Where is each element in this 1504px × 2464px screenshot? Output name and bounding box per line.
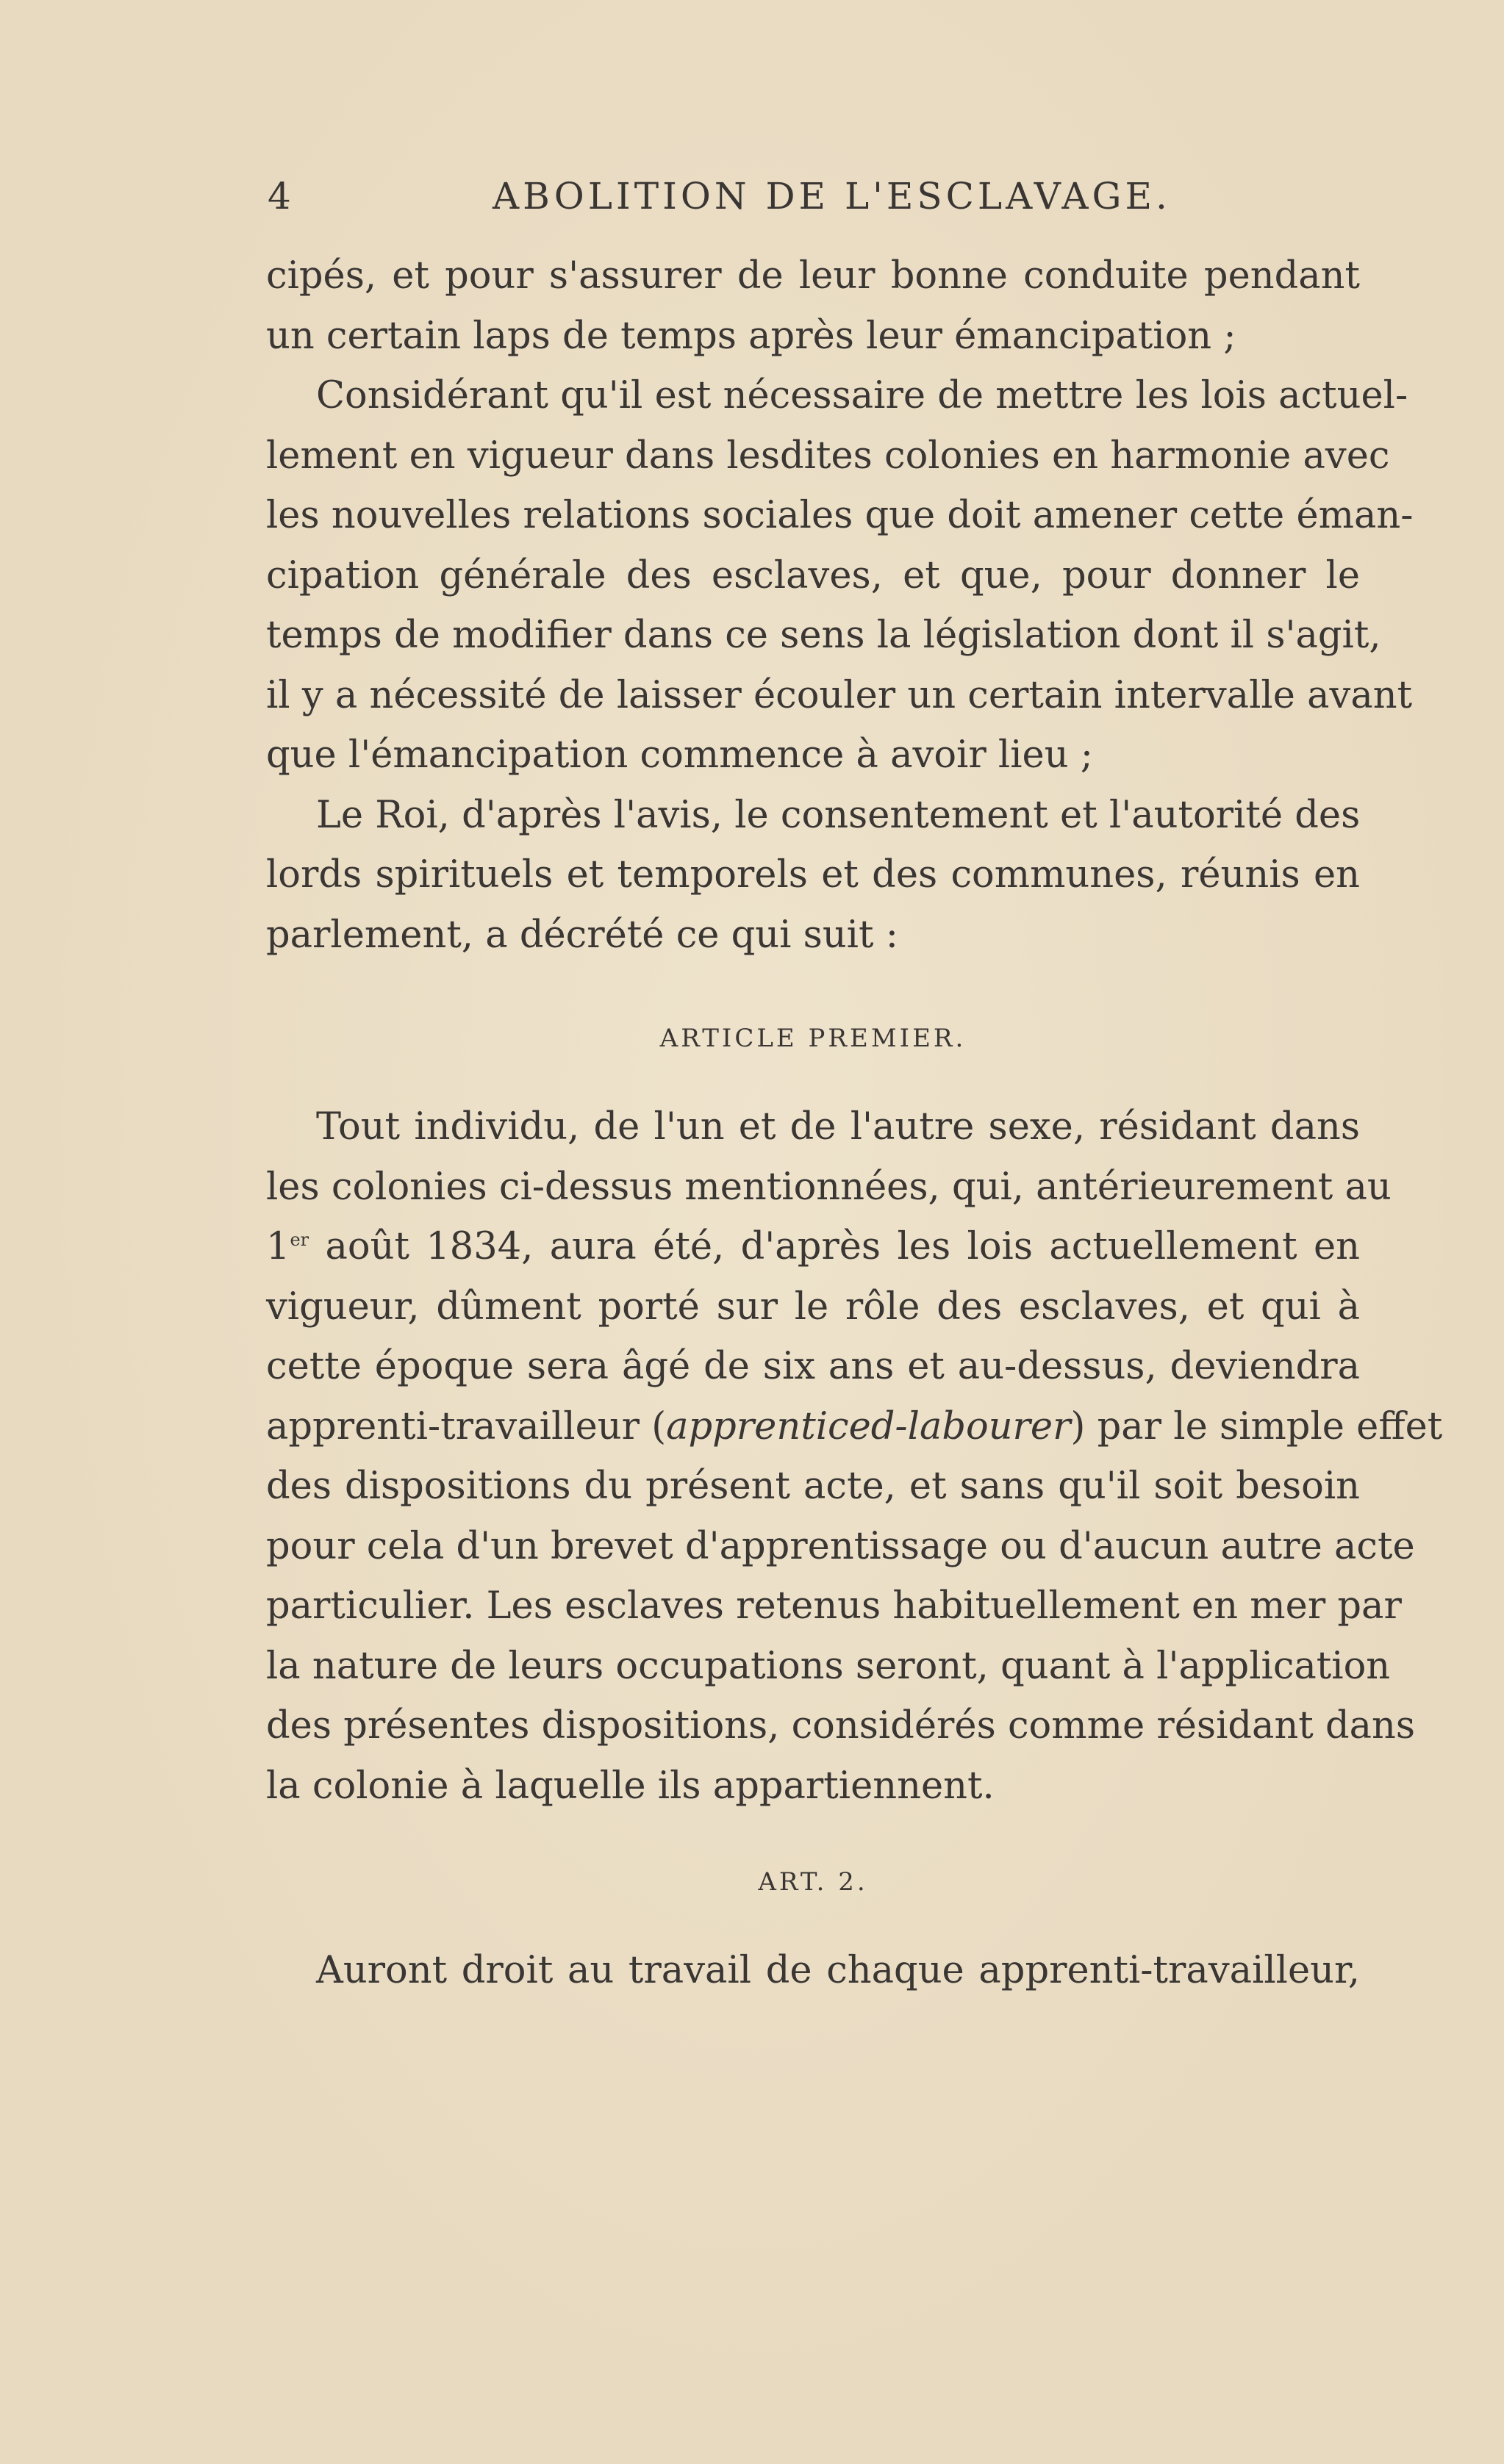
text-line [266, 1397, 1443, 1457]
text-line [266, 1217, 1360, 1277]
text-line-rest: août 1834, aura été, d'après les lois actuellement en [309, 1225, 1360, 1268]
text-line: Tout individu, de l'un et de l'autre sexe, résidant dans [316, 1105, 1360, 1149]
text-line: les nouvelles relations sociales que doit amener cette éman- [266, 494, 1414, 537]
article-heading: ARTICLE PREMIER. [659, 1024, 967, 1053]
text-line: les colonies ci-dessus mentionnées, qui, antérieurement au [266, 1165, 1392, 1209]
text-line: vigueur, dûment porté sur le rôle des esclaves, et qui à [266, 1285, 1360, 1329]
text-line: pour cela d'un brevet d'apprentissage ou d'aucun autre acte [266, 1524, 1415, 1568]
english-term: apprenticed-labourer [666, 1404, 1071, 1448]
text-line: cipation générale des esclaves, et que, pour donner le [266, 553, 1360, 597]
ordinal-number: 1 [266, 1225, 290, 1268]
text-line: des présentes dispositions, considérés comme résidant dans [266, 1704, 1416, 1748]
text-line: temps de modifier dans ce sens la législation dont il s'agit, [266, 614, 1381, 657]
article-heading: ART. 2. [758, 1867, 868, 1897]
running-title: ABOLITION DE L'ESCLAVAGE. [493, 175, 1171, 218]
text-line: des dispositions du présent acte, et sans qu'il soit besoin [266, 1465, 1360, 1508]
text-line: lement en vigueur dans lesdites colonies en harmonie avec [266, 434, 1390, 478]
text-line: la colonie à laquelle ils appartiennent. [266, 1764, 995, 1808]
text-line: parlement, a décrété ce qui suit : [266, 913, 898, 957]
page-number: 4 [268, 175, 293, 218]
text-line: Le Roi, d'après l'avis, le consentement et l'autorité des [316, 793, 1361, 837]
text-line: cette époque sera âgé de six ans et au-dessus, deviendra [266, 1345, 1360, 1388]
text-line: il y a nécessité de laisser écouler un certain intervalle avant [266, 673, 1413, 717]
ordinal-suffix: er [290, 1229, 309, 1250]
text-line: Auront droit au travail de chaque apprenti-travailleur, [316, 1949, 1360, 1992]
text-line: cipés, et pour s'assurer de leur bonne conduite pendant [266, 254, 1360, 298]
body-text [266, 246, 1443, 2001]
text-line: un certain laps de temps après leur émancipation ; [266, 314, 1236, 358]
text-fragment: ) par le simple effet [1070, 1404, 1443, 1448]
text-line: lords spirituels et temporels et des communes, réunis en [266, 853, 1360, 897]
text-line: que l'émancipation commence à avoir lieu ; [266, 733, 1093, 777]
text-line: la nature de leurs occupations seront, quant à l'application [266, 1644, 1391, 1688]
text-line: particulier. Les esclaves retenus habituellement en mer par [266, 1584, 1402, 1628]
text-line: Considérant qu'il est nécessaire de mettre les lois actuel- [316, 374, 1408, 417]
page-header [265, 175, 1171, 226]
text-fragment: apprenti-travailleur ( [266, 1404, 667, 1448]
